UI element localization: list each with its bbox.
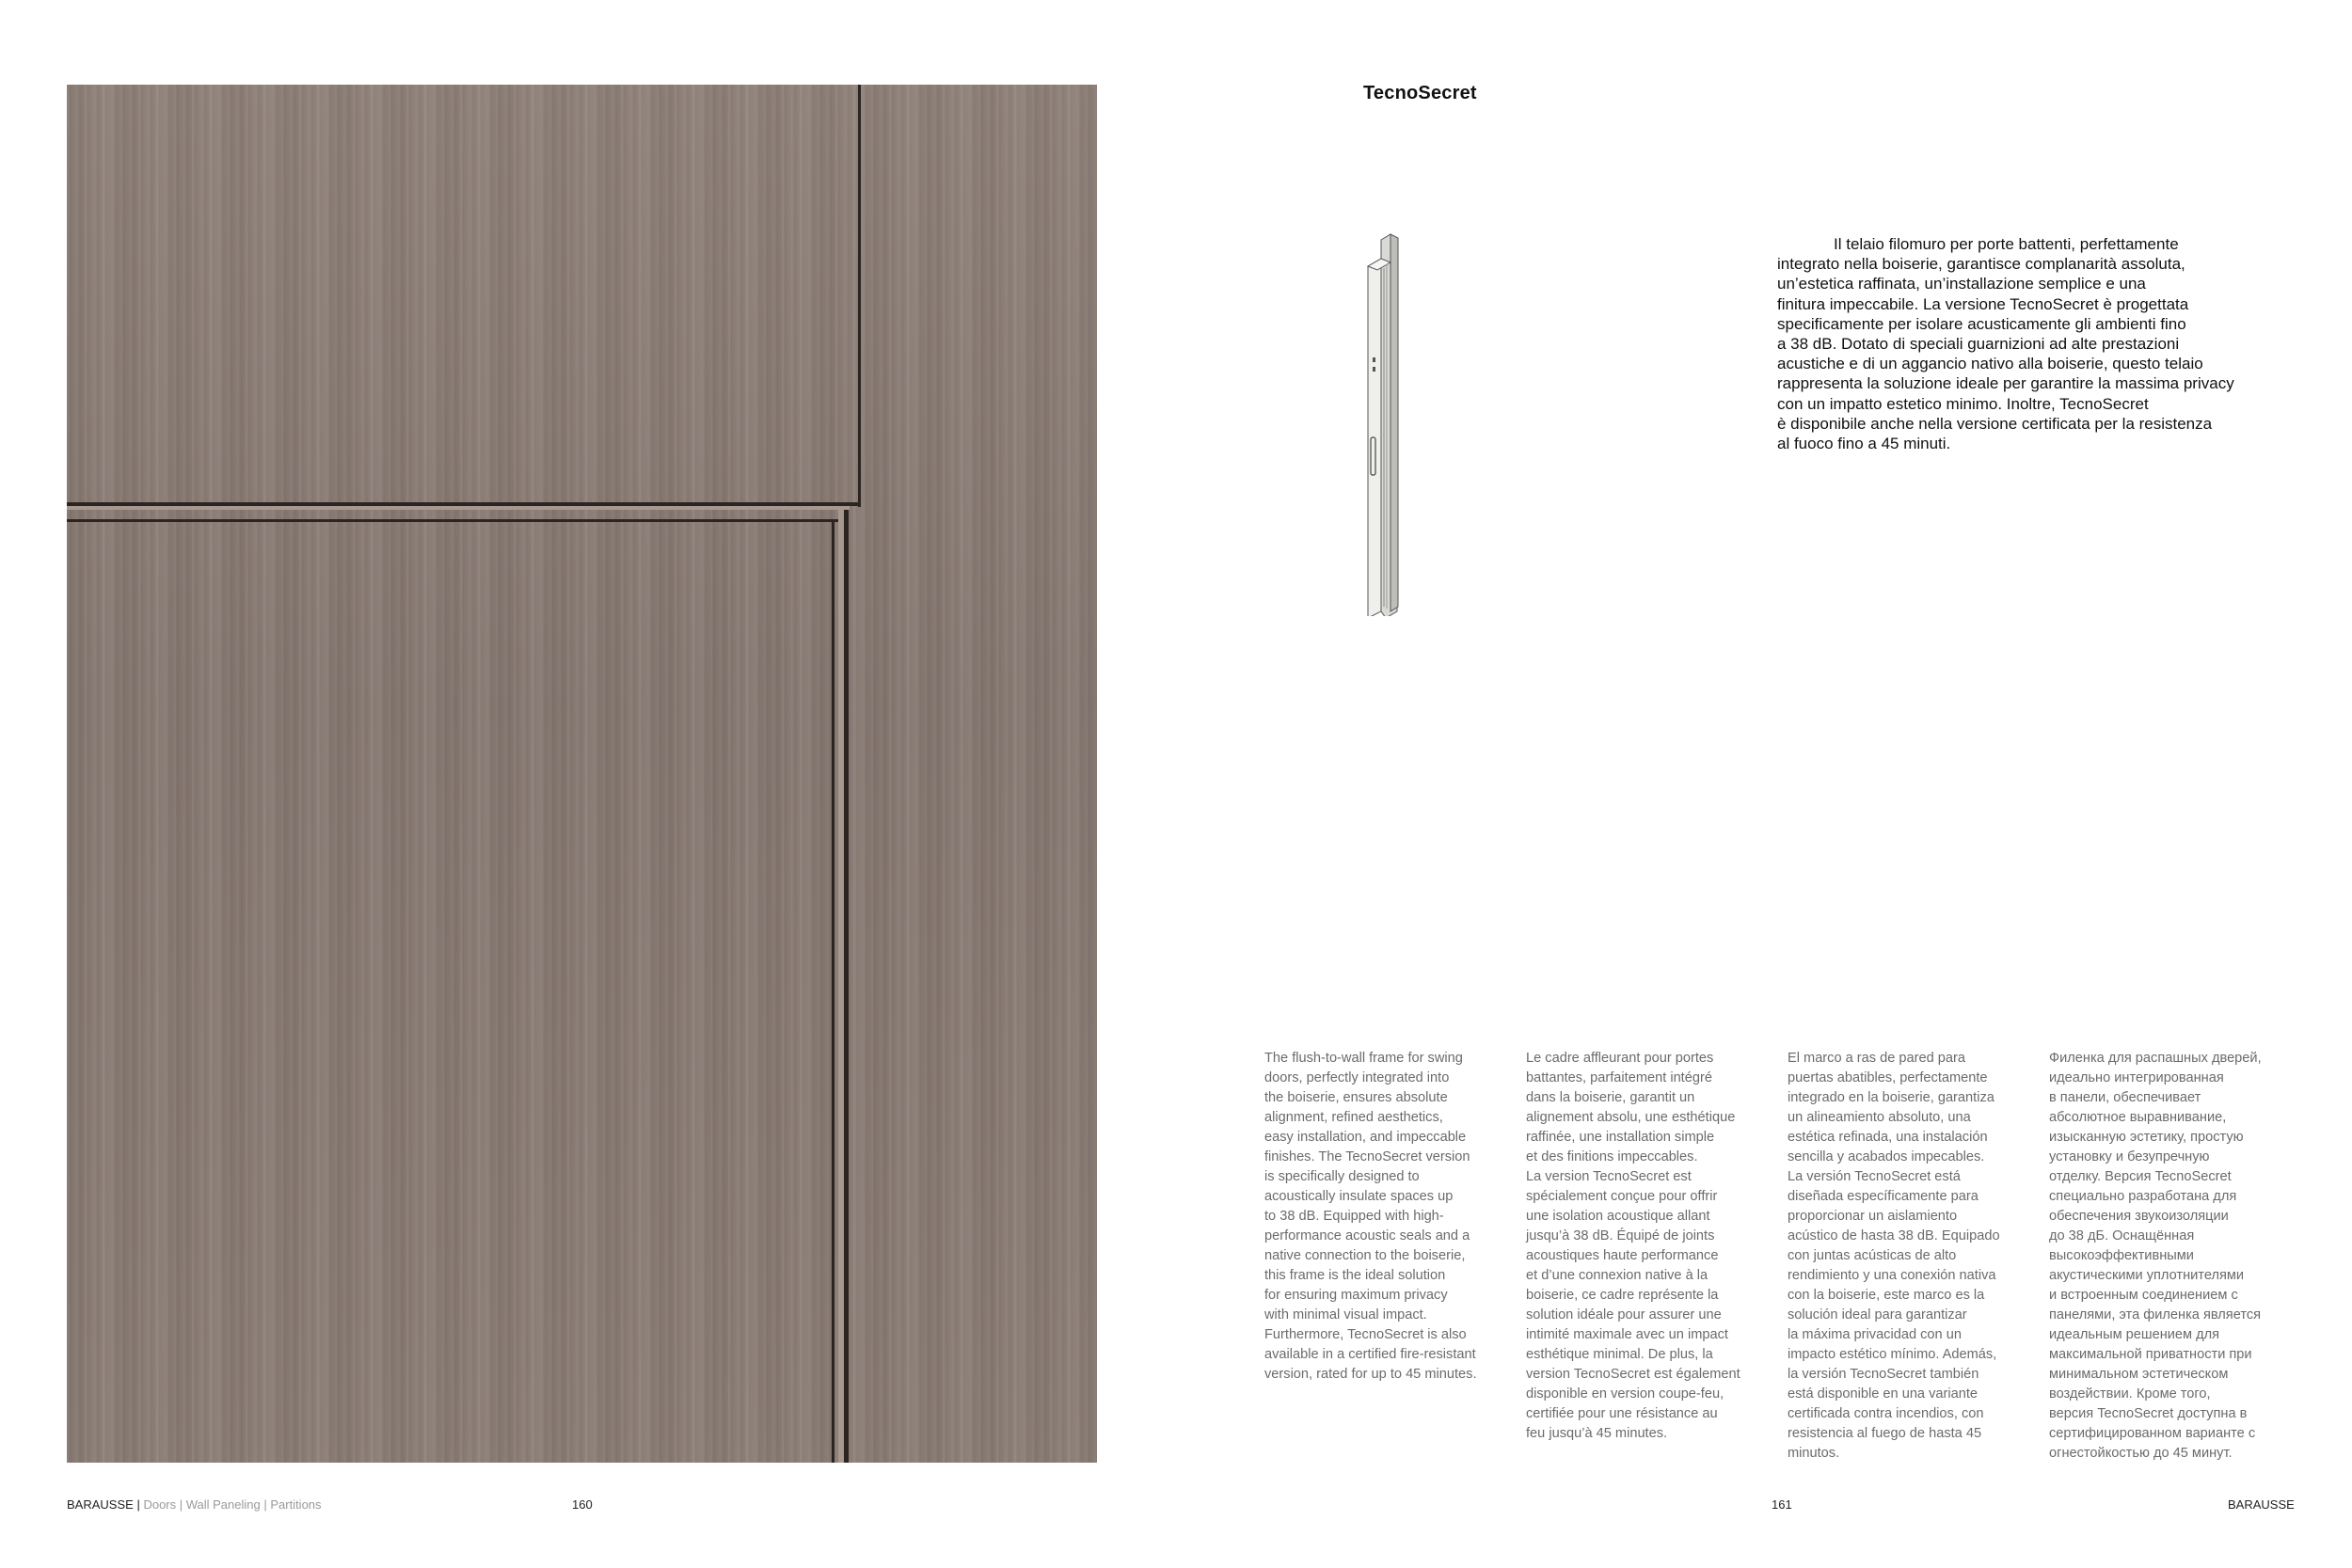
- panel-joint-horizontal-bevel: [67, 506, 850, 510]
- wood-panel-photo: [67, 85, 1097, 1463]
- panel-joint-vertical-top: [858, 85, 861, 507]
- door-frame-right-inner: [832, 519, 834, 1463]
- footer-left: [67, 1497, 322, 1512]
- frame-profile-image: [1355, 230, 1421, 616]
- column-russian: Филенка для распашных дверей, идеально интегрированная в панели, обеспечивает абсолютное выравнивание, изысканную эстетику, простую установку и безупречную отделку. Версия TecnoSecret специально разработана для обеспечения звукоизоляции до 38 дБ. Оснащённая высокоэффективными акустическими уплотнителями и встроенным соединением с панелями, эта филенка является идеальным решением для максимальной приватности при минимальном эстетическом воздействии. Кроме того, версия TecnoSecret доступна в сертифицированном варианте с огнестойкостью до 45 минут.: [2049, 1051, 2262, 1461]
- column-english: The flush-to-wall frame for swing doors, perfectly integrated into the boiserie, ensures absolute alignment, refined aesthetics, easy installation, and impeccable finishes. The TecnoSecret version is specifically designed to acoustically insulate spaces up to 38 dB. Equipped with high- performance acoustic seals and a native connection to the boiserie, this frame is the ideal solution for ensuring maximum privacy with minimal visual impact. Furthermore, TecnoSecret is also available in a certified fire-resistant version, rated for up to 45 minutes.: [1264, 1051, 1477, 1382]
- intro-text-italian: Il telaio filomuro per porte battenti, perfettamente integrato nella boiserie, garantisce complanarità assoluta, un’estetica raffinata, un’installazione semplice e una finitura impeccabile. La versione TecnoSecret è progettata specificamente per isolare acusticamente gli ambienti fino a 38 dB. Dotato di speciali guarnizioni ad alte prestazioni acustiche e di un aggancio nativo alla boiserie, questo telaio rappresenta la soluzione ideale per garantire la massima privacy con un impatto estetico minimo. Inoltre, TecnoSecret è disponibile anche nella versione certificata per la resistenza al fuoco fino a 45 minuti.: [1777, 235, 2234, 453]
- footer-categories: Doors | Wall Paneling | Partitions: [143, 1497, 322, 1512]
- page-title: TecnoSecret: [1363, 83, 1477, 103]
- footer-brand-left: BARAUSSE: [67, 1497, 134, 1512]
- page-number-right: 161: [1772, 1497, 1792, 1512]
- page-number-left: 160: [572, 1497, 593, 1512]
- door-frame-top-edge: [67, 519, 840, 522]
- footer-brand-right: BARAUSSE: [2228, 1497, 2295, 1512]
- door-frame-right-edge: [844, 510, 849, 1463]
- column-spanish: El marco a ras de pared para puertas abatibles, perfectamente integrado en la boiserie, garantiza un alineamiento absoluto, una estética refinada, una instalación sencilla y acabados impecables. La versión TecnoSecret está diseñada específicamente para proporcionar un aislamiento acústico de hasta 38 dB. Equipado con juntas acústicas de alto rendimiento y una conexión nativa con la boiserie, este marco es la solución ideal para garantizar la máxima privacidad con un impacto estético mínimo. Además, la versión TecnoSecret también está disponible en una variante certificada contra incendios, con resistencia al fuego de hasta 45 minutos.: [1788, 1051, 2000, 1461]
- column-french: Le cadre affleurant pour portes battantes, parfaitement intégré dans la boiserie, garantit un alignement absolu, une esthétique raffinée, une installation simple et des finitions impeccables. La version TecnoSecret est spécialement conçue pour offrir une isolation acoustique allant jusqu’à 38 dB. Équipé de joints acoustiques haute performance et d’une connexion native à la boiserie, ce cadre représente la solution idéale pour assurer une intimité maximale avec un impact esthétique minimal. De plus, la version TecnoSecret est également disponible en version coupe-feu, certifiée pour une résistance au feu jusqu’à 45 minutes.: [1526, 1051, 1740, 1441]
- footer-separator: |: [136, 1497, 140, 1512]
